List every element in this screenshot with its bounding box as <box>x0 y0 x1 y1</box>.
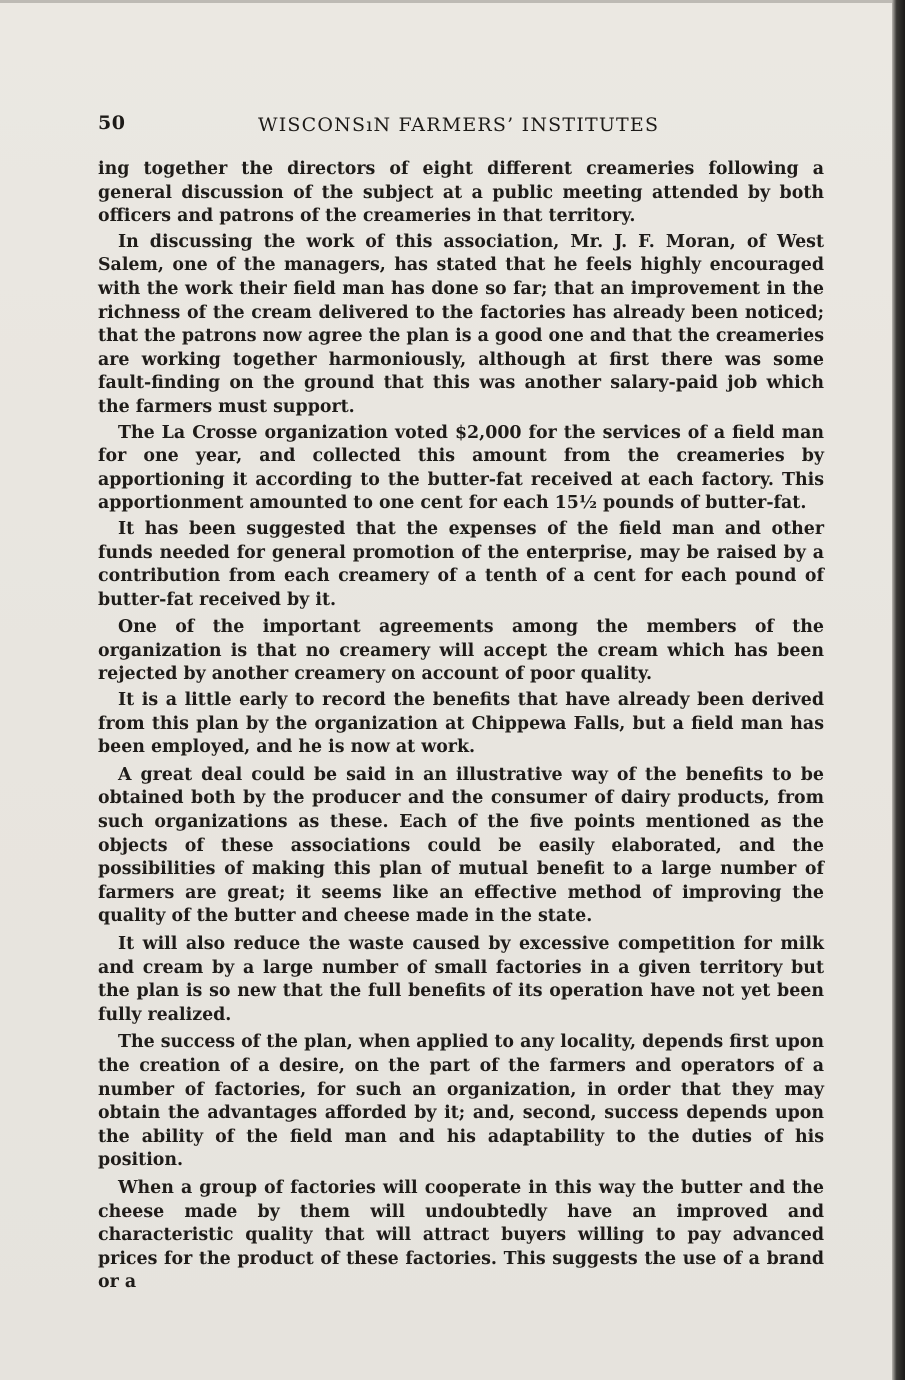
page-number: 50 <box>98 112 126 134</box>
running-title: WISCONSıN FARMERS’ INSTITUTES <box>258 114 660 136</box>
paragraph: One of the important agreements among the members of the organization is that no creamery will accept the cream which has been rejected by another creamery on account of poor quality. <box>98 617 824 685</box>
paragraph: The success of the plan, when applied to any locality, depends first upon the creation of a desire, on the part of the farmers and operators of a number of factories, for such an organization, in order that they may obtain the advantages afforded by it; and, second, success depends upon the ability of the field man and his adaptability to the duties of his position. <box>98 1032 824 1171</box>
paragraph: The La Crosse organization voted $2,000 for the services of a field man for one year, and collected this amount from the creameries by apportioning it according to the butter-fat received at each factory. This apportionment amounted to one cent for each 15½ pounds of butter-fat. <box>98 422 824 514</box>
page-top-edge <box>0 0 905 3</box>
paragraph: It will also reduce the waste caused by excessive competition for milk and cream by a large number of small factories in a given territory but the plan is so new that the full benefits of its operation have not yet been fully realized. <box>98 934 824 1025</box>
paragraph: When a group of factories will cooperate in this way the butter and the cheese made by them will undoubtedly have an improved and characteristic quality that will attract buyers willing to pay advanced prices for the product of these factories. This suggests the use of a brand or a <box>98 1177 824 1293</box>
page-header <box>98 112 826 142</box>
page-binding-edge <box>892 0 905 1380</box>
paragraph: In discussing the work of this association, Mr. J. F. Moran, of West Salem, one of the managers, has stated that he feels highly encouraged with the work their field man has done so far; that an improvement in the richness of the cream delivered to the factories has already been noticed; that the patrons now agree the plan is a good one and that the creameries are working together harmoniously, although at first there was some fault-finding on the ground that this was another salary-paid job which the farmers must support. <box>98 231 824 417</box>
paragraph-continued: ing together the directors of eight different creameries following a general discussion of the subject at a public meeting attended by both officers and patrons of the creameries in that territory. <box>98 159 824 227</box>
paragraph: A great deal could be said in an illustrative way of the benefits to be obtained both by the producer and the consumer of dairy products, from such organizations as these. Each of the five points mentioned as the objects of these associations could be easily elaborated, and the possibilities of making this plan of mutual benefit to a large number of farmers are great; it seems like an effective method of improving the quality of the butter and cheese made in the state. <box>98 764 824 927</box>
body-text <box>98 158 824 1297</box>
paragraph: It has been suggested that the expenses of the field man and other funds needed for general promotion of the enterprise, may be raised by a contribution from each creamery of a tenth of a cent for each pound of butter-fat received by it. <box>98 518 824 610</box>
paragraph: It is a little early to record the benefits that have already been derived from this plan by the organization at Chippewa Falls, but a field man has been employed, and he is now at work. <box>98 690 824 758</box>
